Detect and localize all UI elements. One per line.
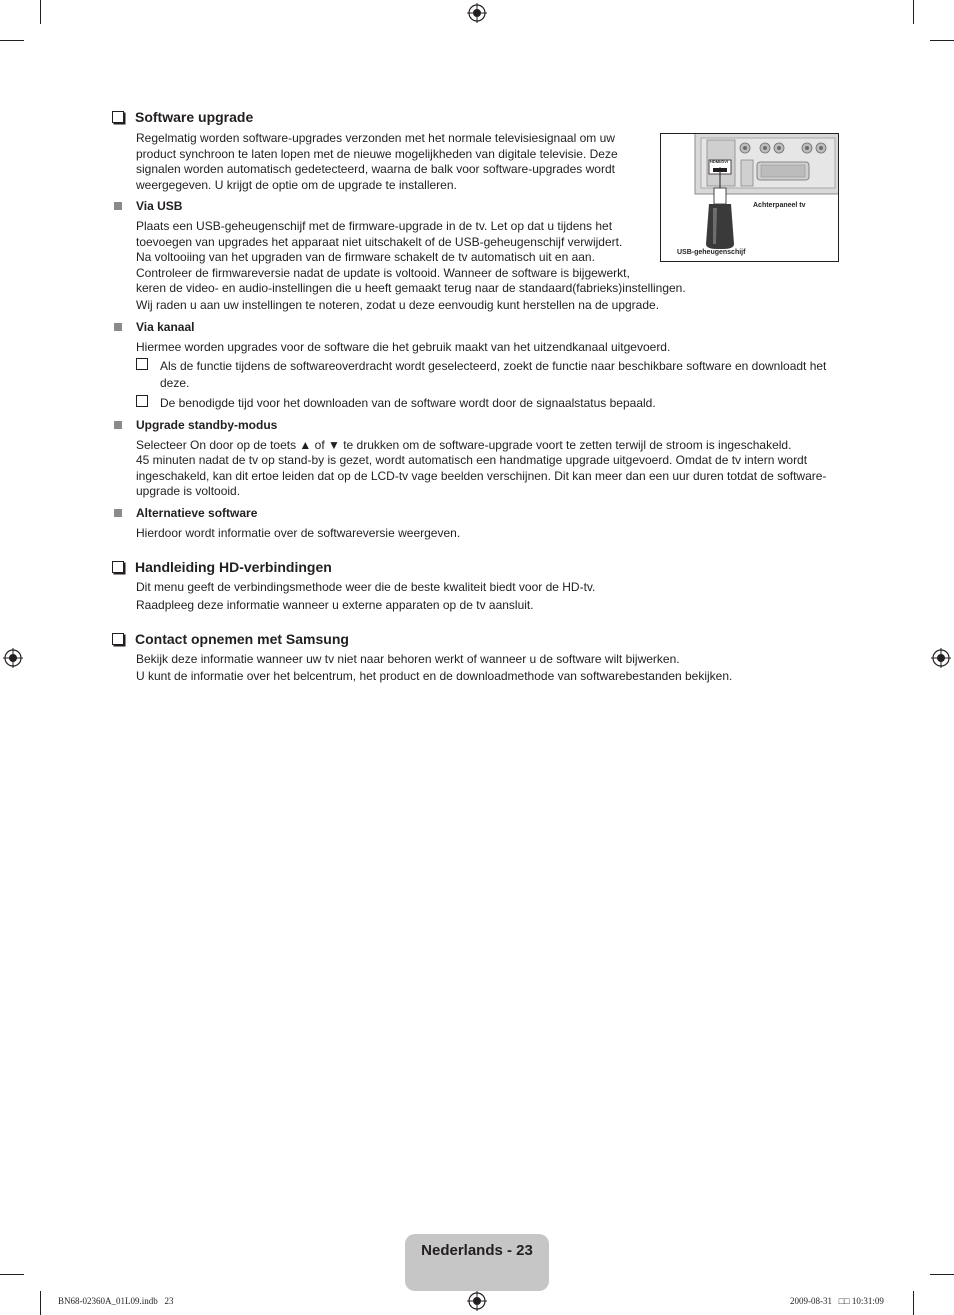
crop-mark [0, 40, 24, 41]
page-number-label: Nederlands - 23 [421, 1242, 533, 1259]
via-usb-line: toevoegen van upgrades het apparaat niet uitschakelt of de USB-geheugenschijf verwijdert. [136, 234, 623, 249]
square-bullet-icon [114, 202, 122, 210]
subsection-title-via-usb: Via USB [114, 199, 182, 213]
checkbox-bullet-icon [112, 111, 124, 123]
checkbox-bullet-icon [112, 561, 124, 573]
note-icon [136, 395, 148, 407]
alternatieve-software-text: Hierdoor wordt informatie over de softwareversie weergeven. [136, 526, 461, 540]
software-upgrade-intro: Regelmatig worden software-upgrades verzonden met het normale televisiesignaal om uw product synchroon te laten lopen met de nieuwe mogelijkheden van digitale televisie. Deze signalen worden automatisch gedetecteerd, waarna de balk voor software-upgrades wordt weergegeven. U krijgt de optie om de upgrade te installeren. [136, 131, 618, 192]
via-kanaal-text: Hiermee worden upgrades voor de software die het gebruik maakt van het uitzendkanaal uitgevoerd. [136, 340, 671, 354]
print-date-info: 2009-08-31 □□ 10:31:09 [790, 1296, 884, 1306]
note-item [136, 395, 840, 412]
usb-drive-label: USB-geheugenschijf [677, 249, 746, 256]
usb-connection-figure [660, 133, 839, 262]
contact-line-1: Bekijk deze informatie wanneer uw tv niet naar behoren werkt of wanneer u de software wilt bijwerken. [136, 652, 680, 666]
note-item [136, 358, 840, 391]
registration-mark-icon [467, 1291, 487, 1311]
via-usb-line: keren de video- en audio-instellingen die u heeft gemaakt terug naar de standaard(fabrieks)instellingen. [136, 281, 686, 295]
via-usb-line: Controleer de firmwareversie nadat de update is voltooid. Wanneer de software is bijgewerkt, [136, 265, 630, 280]
section-title-software-upgrade: Software upgrade [112, 109, 253, 125]
standby-text-2: 45 minuten nadat de tv op stand-by is gezet, wordt automatisch een handmatige upgrade uitgevoerd. Omdat de tv intern wordt ingeschakeld, kan dit ertoe leiden dat op de LCD-tv vage beelden verschijnen. Dit kan meer dan een uur duren totdat de software-upgrade is voltooid. [136, 453, 827, 498]
crop-mark [913, 1291, 914, 1315]
subsection-title-upgrade-standby: Upgrade standby-modus [114, 418, 277, 432]
tv-rear-panel-illustration [661, 134, 839, 262]
subsection-title-alternatieve-software: Alternatieve software [114, 506, 257, 520]
square-bullet-icon [114, 509, 122, 517]
crop-mark [0, 1274, 24, 1275]
note-text: De benodigde tijd voor het downloaden van de software wordt door de signaalstatus bepaald. [160, 396, 656, 410]
section-title-contact: Contact opnemen met Samsung [112, 631, 349, 647]
note-icon [136, 358, 148, 370]
rear-panel-label: Achterpaneel tv [753, 202, 806, 209]
usb-port-label: HDMI/DVI [710, 159, 728, 164]
via-usb-text [136, 219, 686, 314]
registration-mark-icon [467, 3, 487, 23]
note-text: Als de functie tijdens de softwareoverdracht wordt geselecteerd, zoekt de functie naar beschikbare software en downloadt het deze. [160, 359, 827, 390]
subsection-title-via-kanaal: Via kanaal [114, 320, 195, 334]
hd-guide-line-2: Raadpleeg deze informatie wanneer u externe apparaten op de tv aansluit. [136, 598, 534, 612]
via-usb-line: Plaats een USB-geheugenschijf met de firmware-upgrade in de tv. Let op dat u tijdens het [136, 219, 613, 233]
crop-mark [930, 1274, 954, 1275]
contact-line-2: U kunt de informatie over het belcentrum, het product en de downloadmethode van softwarebestanden bekijken. [136, 669, 733, 683]
via-usb-line: Wij raden u aan uw instellingen te noteren, zodat u deze eenvoudig kunt herstellen na de upgrade. [136, 298, 660, 312]
registration-mark-icon [931, 648, 951, 668]
crop-mark [913, 0, 914, 24]
crop-mark [930, 40, 954, 41]
hd-guide-line-1: Dit menu geeft de verbindingsmethode weer die de beste kwaliteit biedt voor de HD-tv. [136, 580, 596, 594]
crop-mark [40, 1291, 41, 1315]
checkbox-bullet-icon [112, 633, 124, 645]
standby-line-1: Selecteer On door op de toets ▲ of ▼ te drukken om de software-upgrade voort te zetten terwijl de stroom is ingeschakeld. [136, 438, 792, 452]
section-title-hd-guide: Handleiding HD-verbindingen [112, 559, 332, 575]
via-usb-line: Na voltooiing van het upgraden van de firmware schakelt de tv automatisch uit en aan. [136, 250, 595, 264]
print-file-info: BN68-02360A_01L09.indb 23 [58, 1296, 174, 1306]
square-bullet-icon [114, 323, 122, 331]
crop-mark [40, 0, 41, 24]
square-bullet-icon [114, 421, 122, 429]
registration-mark-icon [3, 648, 23, 668]
